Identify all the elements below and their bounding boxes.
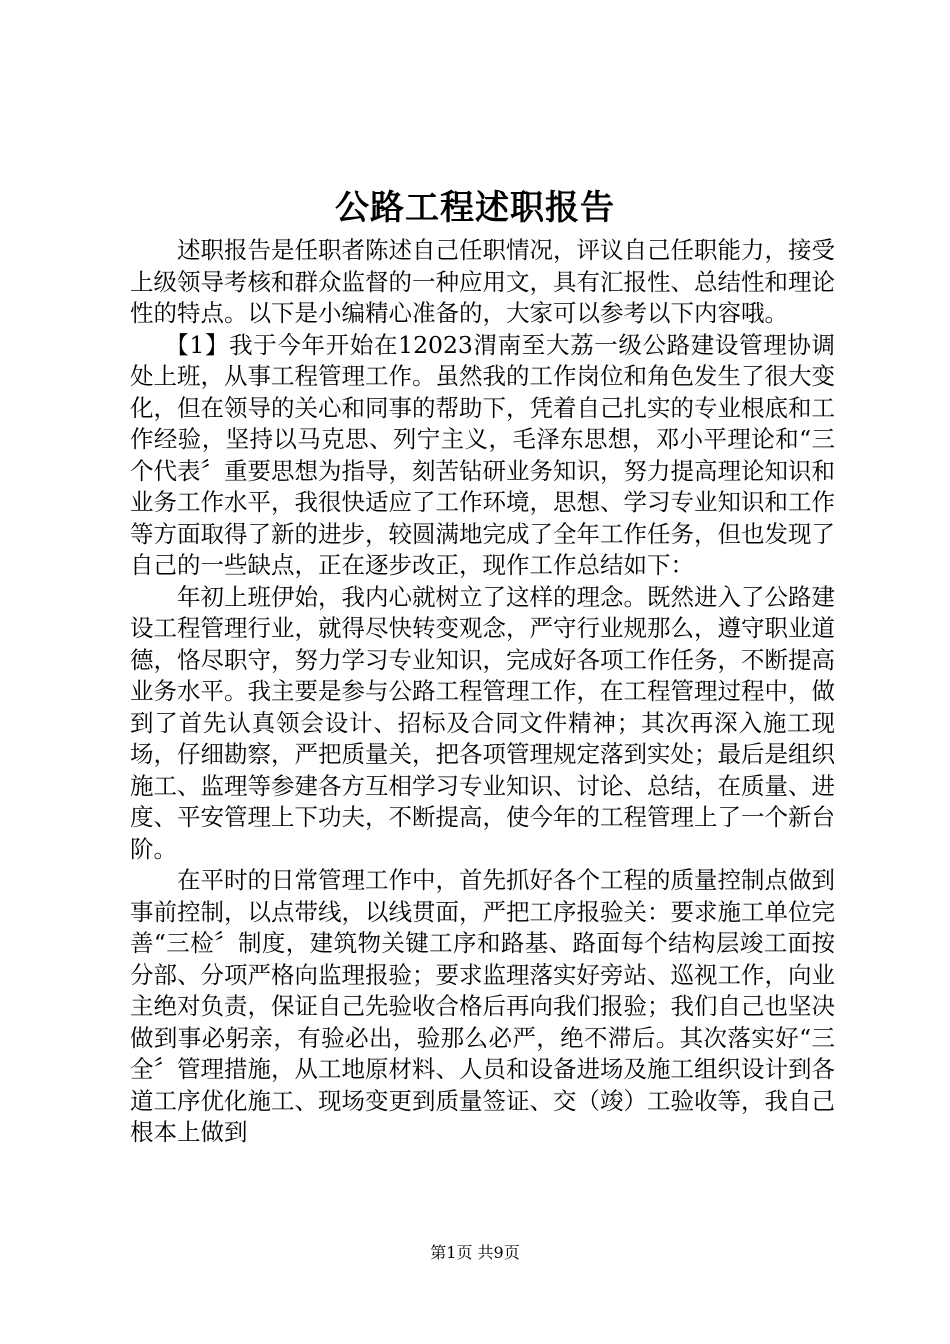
paragraph-section-1: 【1】我于今年开始在12023渭南至大荔一级公路建设管理协调处上班，从事工程管理工作。虽然我的工作岗位和角色发生了很大变化，但在领导的关心和同事的帮助下，凭着自己扎实的专业根底和工作经验，坚持以马克思、列宁主义，毛泽东思想，邓小平理论和“三个代表〞重要思想为指导，刻苦钻研业务知识，努力提高理论知识和业务工作水平，我很快适应了工作环境，思想、学习专业知识和工作等方面取得了新的进步，较圆满地完成了全年工作任务，但也发现了自己的一些缺点，正在逐步改正，现作工作总结如下： [130,330,835,579]
page-footer: 第1页 共9页 [430,1243,520,1262]
paragraph-intro: 述职报告是任职者陈述自己任职情况，评议自己任职能力，接受上级领导考核和群众监督的一种应用文，具有汇报性、总结性和理论性的特点。以下是小编精心准备的，大家可以参考以下内容哦。 [130,236,835,327]
document-body [130,235,835,1149]
document-title: 公路工程述职报告 [335,188,615,228]
paragraph-work-philosophy: 年初上班伊始，我内心就树立了这样的理念。既然进入了公路建设工程管理行业，就得尽快转变观念，严守行业规那么，遵守职业道德，恪尽职守，努力学习专业知识，完成好各项工作任务，不断提高业务水平。我主要是参与公路工程管理工作，在工程管理过程中，做到了首先认真领会设计、招标及合同文件精神；其次再深入施工现场，仔细勘察，严把质量关，把各项管理规定落到实处；最后是组织施工、监理等参建各方互相学习专业知识、讨论、总结，在质量、进度、平安管理上下功夫，不断提高，使今年的工程管理上了一个新台阶。 [130,582,835,863]
paragraph-daily-management: 在平时的日常管理工作中，首先抓好各个工程的质量控制点做到事前控制，以点带线，以线贯面，严把工序报验关：要求施工单位完善“三检〞制度，建筑物关键工序和路基、路面每个结构层竣工面按分部、分项严格向监理报验；要求监理落实好旁站、巡视工作，向业主绝对负责，保证自己先验收合格后再向我们报验；我们自己也坚决做到事必躬亲，有验必出，验那么必严，绝不滞后。其次落实好“三全〞管理措施，从工地原材料、人员和设备进场及施工组织设计到各道工序优化施工、现场变更到质量签证、交（竣）工验收等，我自己根本上做到 [130,866,835,1146]
